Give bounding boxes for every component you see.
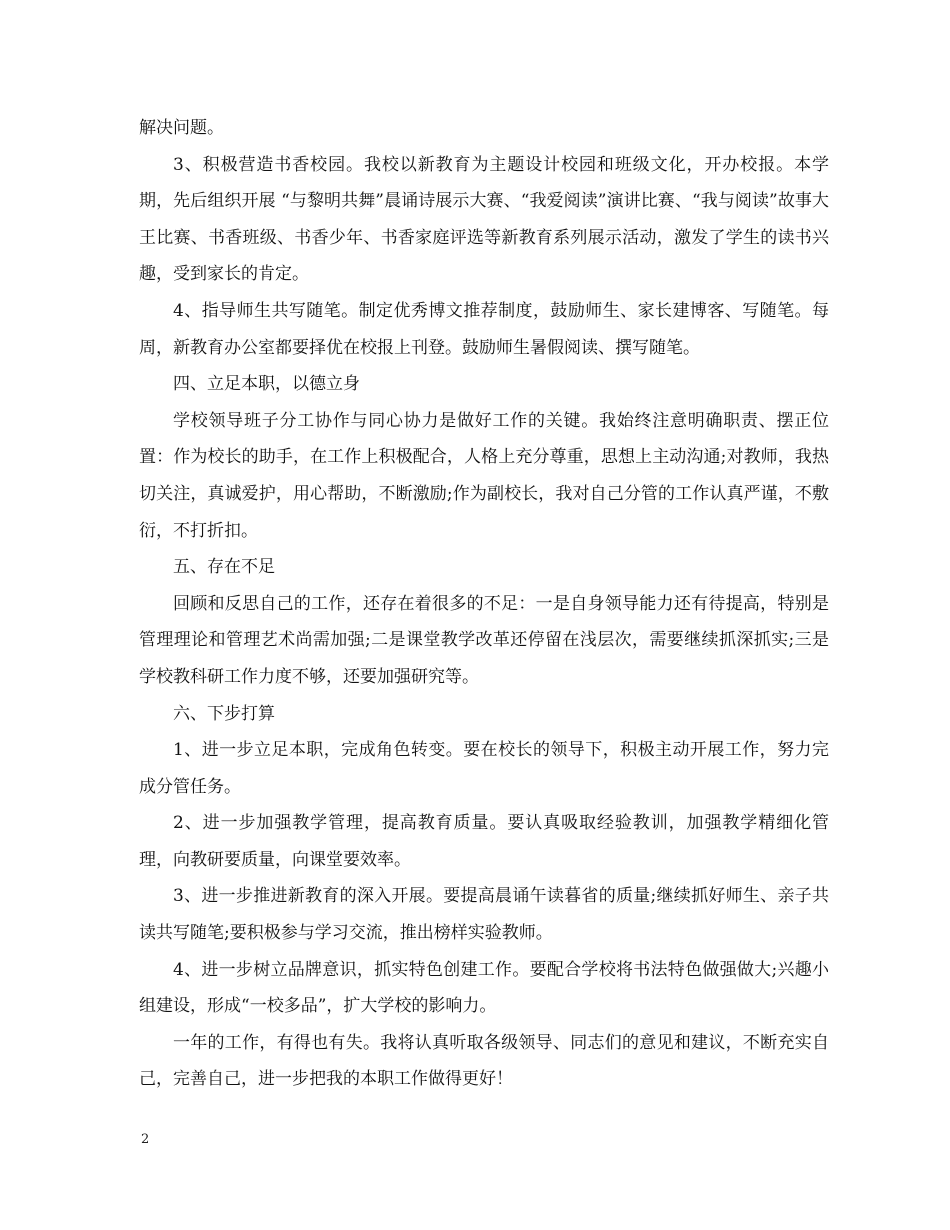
paragraph: 一年的工作，有得也有失。我将认真听取各级领导、同志们的意见和建议，不断充实自己，完善自己，进一步把我的本职工作做得更好！ bbox=[139, 1032, 829, 1090]
paragraph: 2、进一步加强教学管理，提高教育质量。要认真吸取经验教训，加强教学精细化管理，向教研要质量，向课堂要效率。 bbox=[139, 813, 829, 870]
document-body bbox=[139, 110, 829, 1098]
paragraph: 学校领导班子分工协作与同心协力是做好工作的关键。我始终注意明确职责、摆正位置：作为校长的助手，在工作上积极配合，人格上充分尊重，思想上主动沟通;对教师，我热切关注，真诚爱护，用心帮助，不断激励;作为副校长，我对自己分管的工作认真严谨，不敷衍，不打折扣。 bbox=[139, 410, 829, 541]
paragraph: 3、积极营造书香校园。我校以新教育为主题设计校园和班级文化，开办校报。本学期，先后组织开展 “与黎明共舞”晨诵诗展示大赛、“我爱阅读”演讲比赛、“我与阅读”故事大王比赛、书香班级、书香少年、书香家庭评选等新教育系列展示活动，激发了学生的读书兴趣，受到家长的肯定。 bbox=[139, 154, 829, 285]
section-heading: 六、下步打算 bbox=[173, 703, 275, 724]
paragraph: 4、指导师生共写随笔。制定优秀博文推荐制度，鼓励师生、家长建博客、写随笔。每周，新教育办公室都要择优在校报上刊登。鼓励师生暑假阅读、撰写随笔。 bbox=[139, 300, 829, 358]
paragraph: 回顾和反思自己的工作，还存在着很多的不足：一是自身领导能力还有待提高，特别是管理理论和管理艺术尚需加强;二是课堂教学改革还停留在浅层次，需要继续抓深抓实;三是学校教科研工作力度不够，还要加强研究等。 bbox=[139, 593, 829, 687]
section-heading: 五、存在不足 bbox=[173, 557, 275, 578]
paragraph: 3、进一步推进新教育的深入开展。要提高晨诵午读暮省的质量;继续抓好师生、亲子共读共写随笔;要积极参与学习交流，推出榜样实验教师。 bbox=[139, 886, 829, 944]
page-number: 2 bbox=[141, 1132, 150, 1147]
paragraph: 解决问题。 bbox=[139, 118, 224, 138]
paragraph: 4、进一步树立品牌意识，抓实特色创建工作。要配合学校将书法特色做强做大;兴趣小组建设，形成“一校多品”，扩大学校的影响力。 bbox=[139, 959, 829, 1017]
paragraph: 1、进一步立足本职，完成角色转变。要在校长的领导下，积极主动开展工作，努力完成分管任务。 bbox=[139, 740, 829, 797]
section-heading: 四、立足本职，以德立身 bbox=[173, 374, 360, 395]
